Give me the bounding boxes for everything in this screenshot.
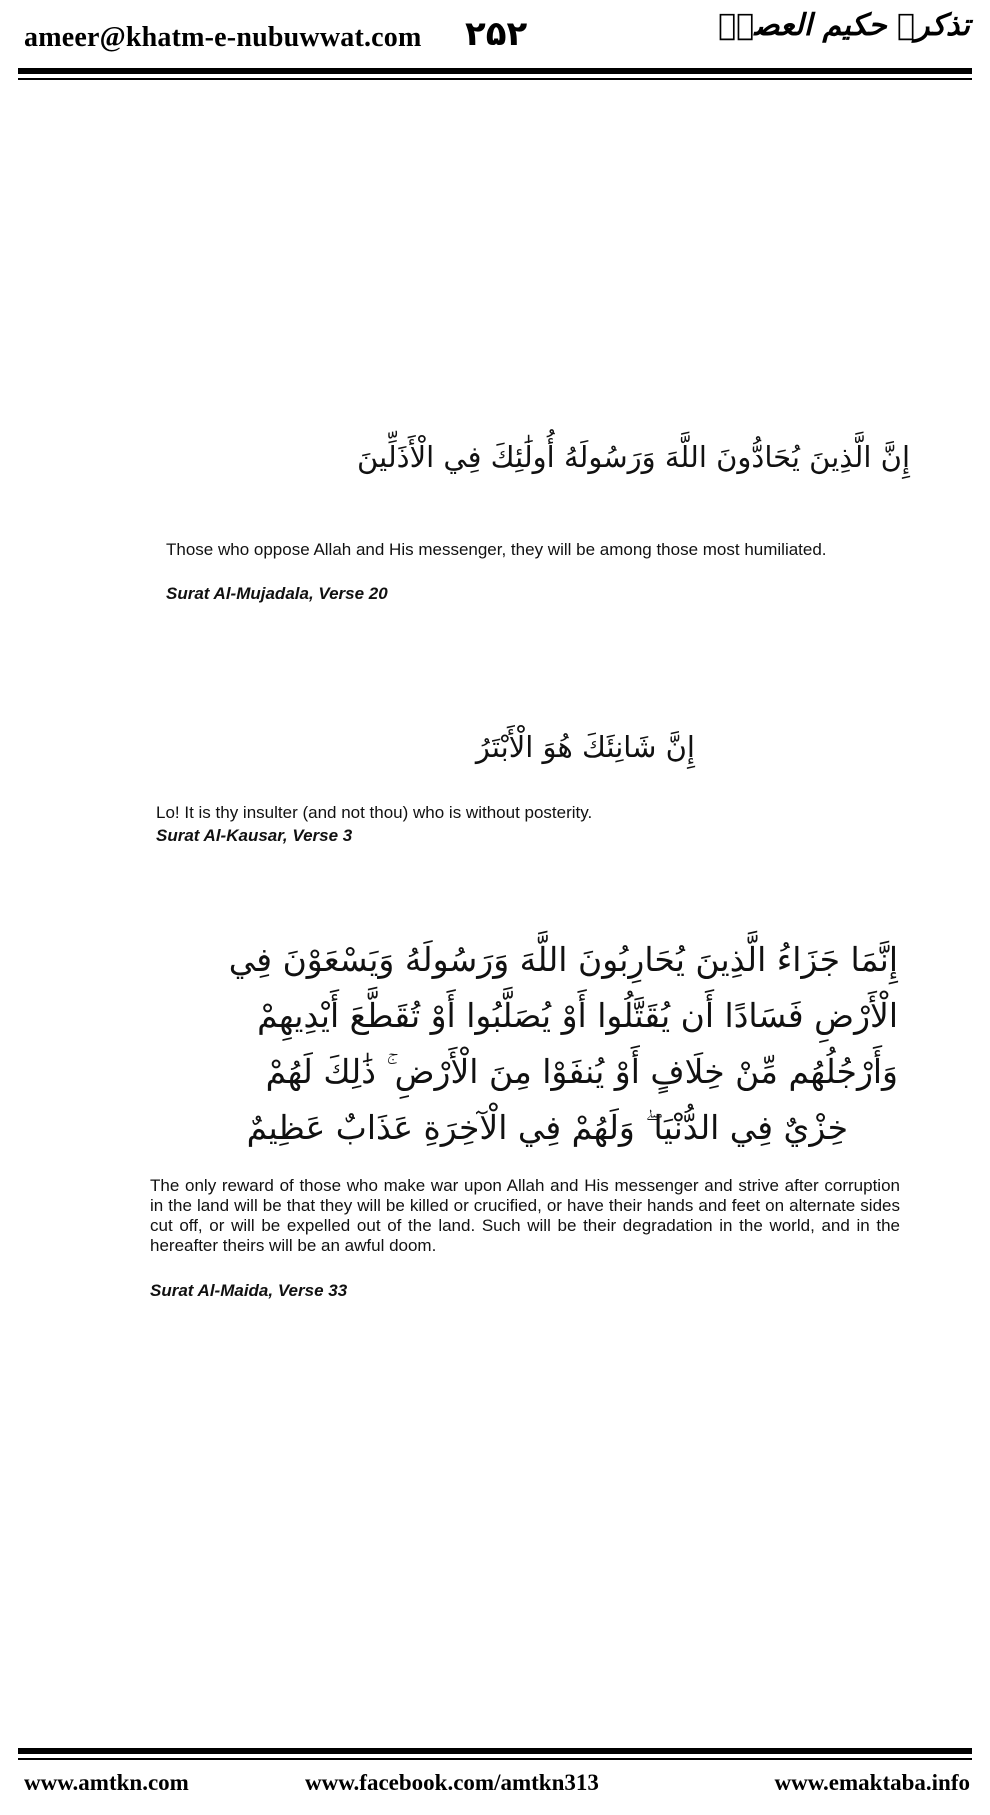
header-rule-thin bbox=[18, 78, 972, 80]
footer-rule-thick bbox=[18, 1748, 972, 1754]
header-rule-thick bbox=[18, 68, 972, 74]
verse-arabic-line: خِزْيٌ فِي الدُّنْيَا ۖ وَلَهُمْ فِي الْآخِرَةِ عَذَابٌ عَظِيمٌ bbox=[246, 1108, 848, 1147]
footer-link-amtkn[interactable]: www.amtkn.com bbox=[24, 1770, 189, 1795]
verse-translation: Those who oppose Allah and His messenger, they will be among those most humiliated. bbox=[166, 540, 827, 559]
verse-arabic-line: وَأَرْجُلُهُم مِّنْ خِلَافٍ أَوْ يُنفَوْا مِنَ الْأَرْضِ ۚ ذَٰلِكَ لَهُمْ bbox=[265, 1052, 898, 1091]
verse-reference: Surat Al-Mujadala, Verse 20 bbox=[166, 584, 388, 603]
footer-rule-thin bbox=[18, 1758, 972, 1760]
verse-reference: Surat Al-Kausar, Verse 3 bbox=[156, 826, 353, 845]
verse-reference: Surat Al-Maida, Verse 33 bbox=[150, 1281, 348, 1300]
footer-link-emaktaba[interactable]: www.emaktaba.info bbox=[774, 1770, 970, 1795]
verse-arabic-line: إِنَّ شَانِئَكَ هُوَ الْأَبْتَرُ bbox=[475, 730, 695, 764]
verse-translation: Lo! It is thy insulter (and not thou) who is without posterity. bbox=[156, 803, 593, 822]
header-email[interactable]: ameer@khatm-e-nubuwwat.com bbox=[24, 22, 422, 53]
verse-arabic-line: إِنَّ الَّذِينَ يُحَادُّونَ اللَّهَ وَرَسُولَهُ أُولَٰئِكَ فِي الْأَذَلِّينَ bbox=[357, 440, 910, 474]
verse-arabic-line: الْأَرْضِ فَسَادًا أَن يُقَتَّلُوا أَوْ يُصَلَّبُوا أَوْ تُقَطَّعَ أَيْدِيهِمْ bbox=[257, 996, 898, 1035]
book-title: تذکرہ حکیم العصرؒ bbox=[718, 8, 970, 43]
verse-translation: The only reward of those who make war upon Allah and His messenger and strive after corruption in the land will be that they will be killed or crucified, or have their hands and feet on alternate sides cut off, or will be expelled out of the land. Such will be their degradation in the world, and in the hereafter theirs will be an awful doom. bbox=[150, 1176, 900, 1255]
page-number: ۲۵۲ bbox=[465, 14, 528, 54]
footer-link-facebook[interactable]: www.facebook.com/amtkn313 bbox=[305, 1770, 599, 1795]
verse-arabic-line: إِنَّمَا جَزَاءُ الَّذِينَ يُحَارِبُونَ اللَّهَ وَرَسُولَهُ وَيَسْعَوْنَ فِي bbox=[228, 940, 898, 979]
